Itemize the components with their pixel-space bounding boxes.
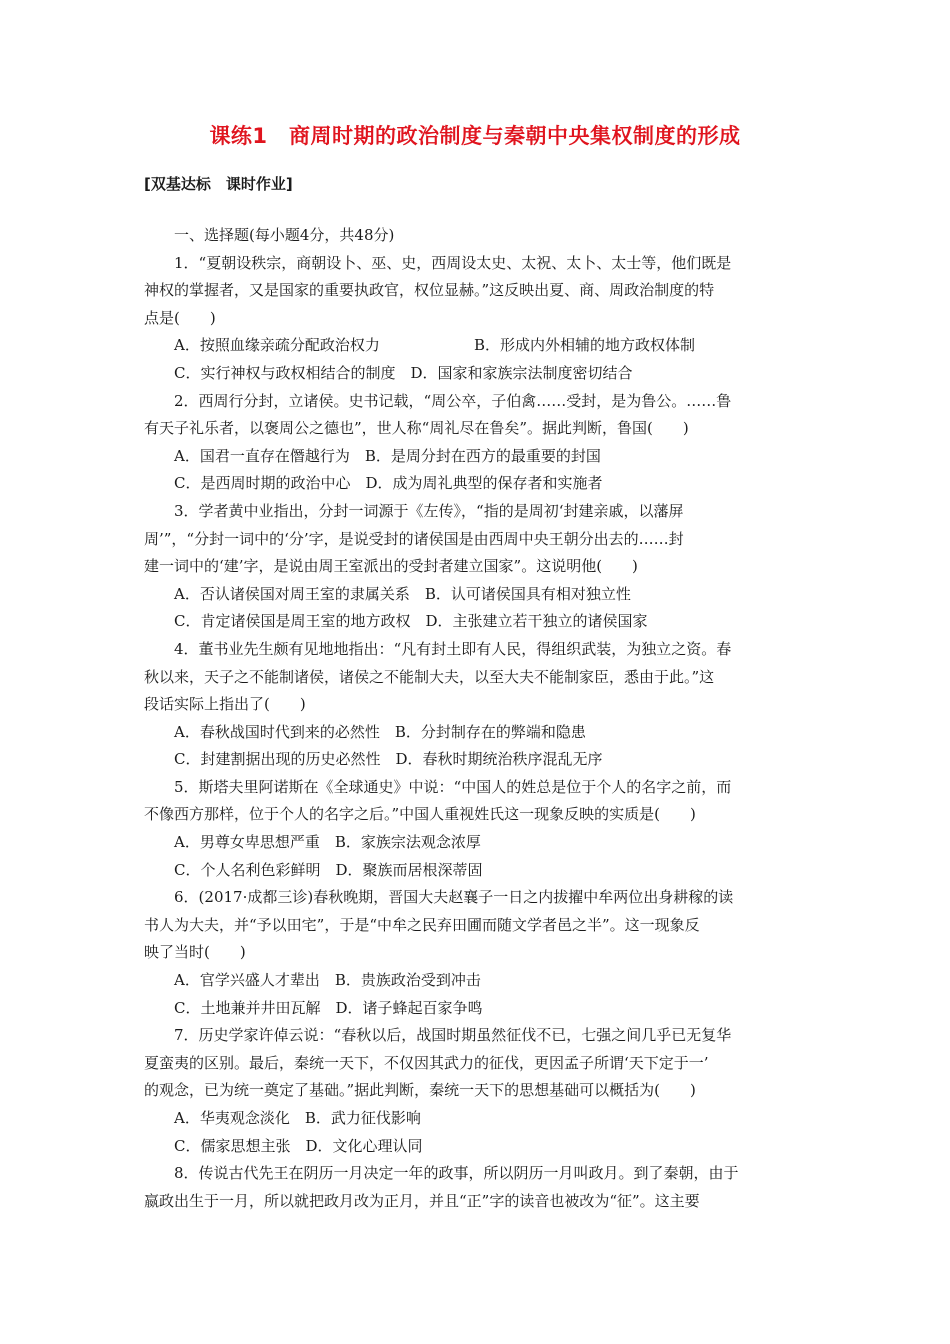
question-text-line: 神权的掌握者，又是国家的重要执政官，权位显赫。”这反映出夏、商、周政治制度的特 [144,281,715,300]
option-row [144,995,808,1023]
option-text: A．国君一直存在僭越行为 B．是周分封在西方的最重要的封国 [174,446,601,465]
question-3 [144,498,808,636]
question-text-line: 6．(2017·成都三诊)春秋晚期，晋国大夫赵襄子一日之内拔擢中牟两位出身耕稼的读 [174,888,734,907]
question-text-line: 5．斯塔夫里阿诺斯在《全球通史》中说：“中国人的姓总是位于个人的名字之前，而 [174,777,732,796]
option-text: C．封建割据出现的历史必然性 D．春秋时期统治秩序混乱无序 [174,750,603,769]
option-row [144,1133,808,1161]
question-text-line: 段话实际上指出了( ) [144,695,306,714]
question-4 [144,636,808,774]
option-text: C．个人名利色彩鲜明 D．聚族而居根深蒂固 [174,860,483,879]
section-heading: 一、选择题(每小题4分，共48分) [174,226,395,244]
question-text-line: 7．历史学家许倬云说：“春秋以后，战国时期虽然征伐不已，七强之间几乎已无复华 [174,1026,732,1045]
option-text: A．春秋战国时代到来的必然性 B．分封制存在的弊端和隐患 [174,722,586,741]
question-list [144,250,808,1216]
option-text: C．是西周时期的政治中心 D．成为周礼典型的保存者和实施者 [174,474,603,493]
question-text-line: 点是( ) [144,308,216,327]
option-row [144,719,808,747]
section-tag: [双基达标 课时作业] [144,175,293,193]
question-text-line: 夏蛮夷的区别。最后，秦统一天下，不仅因其武力的征伐，更因孟子所谓‘天下定于一’ [144,1053,709,1072]
option-text: C．实行神权与政权相结合的制度 D．国家和家族宗法制度密切结合 [174,363,633,382]
page-title: 课练1 商周时期的政治制度与秦朝中央集权制度的形成 [209,124,741,148]
option-row [144,332,808,360]
option-row [144,829,808,857]
option-text: A．男尊女卑思想严重 B．家族宗法观念浓厚 [174,833,481,852]
option-row [144,608,808,636]
option-text: B．形成内外相辅的地方政权体制 [474,336,696,355]
question-text-line: 的观念，已为统一奠定了基础。”据此判断，秦统一天下的思想基础可以概括为( ) [144,1081,696,1100]
question-text-line: 有天子礼乐者，以褒周公之德也”，世人称“周礼尽在鲁矣”。据此判断，鲁国( ) [144,419,689,438]
question-text-line: 8．传说古代先王在阴历一月决定一年的政事，所以阴历一月叫政月。到了秦朝，由于 [174,1164,739,1183]
question-text-line: 2．西周行分封，立诸侯。史书记载，“周公卒，子伯禽……受封，是为鲁公。……鲁 [174,391,732,410]
option-text: A．官学兴盛人才辈出 B．贵族政治受到冲击 [174,971,481,990]
question-text-line: 映了当时( ) [144,943,246,962]
question-text-line: 3．学者黄中业指出，分封一词源于《左传》，“指的是周初‘封建亲戚，以藩屏 [174,501,684,520]
question-text-line: 秋以来，天子之不能制诸侯，诸侯之不能制大夫，以至大夫不能制家臣，悉由于此。”这 [144,667,715,686]
question-2 [144,388,808,498]
option-row [144,360,808,388]
option-text: A．华夷观念淡化 B．武力征伐影响 [174,1109,421,1127]
question-6 [144,884,808,1022]
question-body [144,222,808,1215]
option-row [144,1105,808,1133]
option-row [144,967,808,995]
question-text-line: 不像西方那样，位于个人的名字之后。”中国人重视姓氏这一现象反映的实质是( ) [144,805,696,824]
option-row [144,470,808,498]
option-text: C．肯定诸侯国是周王室的地方政权 D．主张建立若干独立的诸侯国家 [174,612,648,631]
option-row [144,746,808,774]
question-7 [144,1022,808,1160]
option-row [144,857,808,885]
question-5 [144,774,808,884]
option-text: C．土地兼并井田瓦解 D．诸子蜂起百家争鸣 [174,998,483,1017]
question-text-line: 嬴政出生于一月，所以就把政月改为正月，并且“正”字的读音也被改为“征”。这主要 [144,1191,700,1210]
question-text-line: 1．“夏朝设秩宗，商朝设卜、巫、史，西周设太史、太祝、太卜、太士等，他们既是 [174,253,732,272]
option-text: A．按照血缘亲疏分配政治权力 [174,336,380,355]
question-8 [144,1160,808,1215]
question-text-line: 建一词中的‘建’字，是说由周王室派出的受封者建立国家”。这说明他( ) [144,557,638,576]
question-text-line: 书人为大夫，并“予以田宅”，于是“中牟之民弃田圃而随文学者邑之半”。这一现象反 [144,915,700,934]
question-1 [144,250,808,388]
option-row [144,443,808,471]
question-text-line: 4．董书业先生颇有见地地指出：“凡有封土即有人民，得组织武装，为独立之资。春 [174,639,732,658]
question-text-line: 周’”，“分封一词中的‘分’字，是说受封的诸侯国是由西周中央王朝分出去的……封 [144,529,684,548]
option-text: A．否认诸侯国对周王室的隶属关系 B．认可诸侯国具有相对独立性 [174,584,631,603]
option-row [144,581,808,609]
option-text: C．儒家思想主张 D．文化心理认同 [174,1136,423,1155]
